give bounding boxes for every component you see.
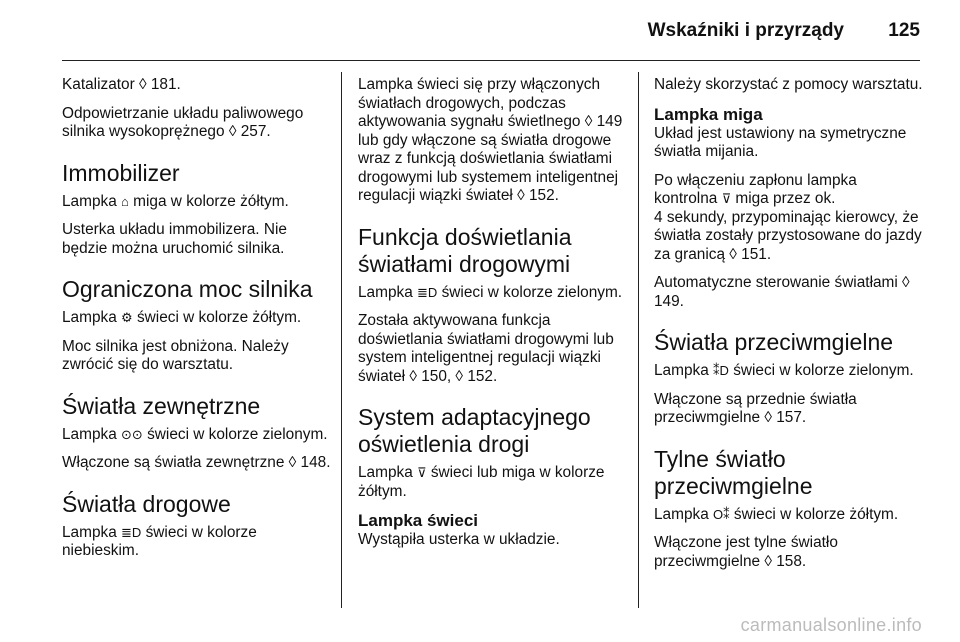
paragraph: Została aktywowana funkcja doświetlania światłami drogowymi lub system inteligentnej regulacji wiązki świateł ◊ 150, ◊ 152. <box>358 312 614 385</box>
column-divider <box>341 72 342 608</box>
immobilizer-icon: ⌂ <box>121 193 129 209</box>
paragraph: Lampka ⌂ miga w kolorze żółtym. <box>62 192 289 210</box>
section-heading: Tylne światło przeciwmgielne <box>654 445 813 499</box>
paragraph: Lampka ≣D świeci w kolorze niebieskim. <box>62 523 257 559</box>
page-title: Wskaźniki i przyrządy <box>647 20 844 41</box>
section-heading: Funkcja doświetlania światłami drogowymi <box>358 223 572 277</box>
header-rule <box>62 60 920 61</box>
page-number: 125 <box>888 20 920 41</box>
paragraph: Układ jest ustawiony na symetryczne światła mijania. <box>654 124 907 160</box>
paragraph: Wystąpiła usterka w układzie. <box>358 531 560 548</box>
section-heading: Światła drogowe <box>62 490 231 517</box>
adaptive-light-icon: ⊽ <box>417 465 427 480</box>
paragraph: Włączone są przednie światła przeciwmgielne ◊ 157. <box>654 390 857 426</box>
paragraph: Lampka O⁑ świeci w kolorze żółtym. <box>654 505 899 523</box>
paragraph: Po włączeniu zapłonu lampka kontrolna ⊽ miga przez ok. <box>654 171 857 207</box>
paragraph: Włączone są światła zewnętrzne ◊ 148. <box>62 454 331 471</box>
high-beam-assist-icon: ≣D <box>417 284 438 300</box>
paragraph: Automatyczne sterowanie światłami ◊ 149. <box>654 274 910 310</box>
paragraph: Usterka układu immobilizera. Nie będzie można uruchomić silnika. <box>62 221 287 257</box>
reduced-power-icon: ⚙ <box>121 310 133 325</box>
column-2 <box>358 76 624 560</box>
paragraph: Lampka ⊙⊙ świeci w kolorze zielonym. <box>62 425 328 443</box>
front-fog-light-icon: ⁑D <box>713 363 729 378</box>
section-heading: System adaptacyjnego oświetlenia drogi <box>358 404 591 457</box>
paragraph: Odpowietrzanie układu paliwowego silnika wysokoprężnego ◊ 257. <box>62 104 304 140</box>
paragraph: Lampka ⁑D świeci w kolorze zielonym. <box>654 362 914 379</box>
page-header <box>62 12 920 52</box>
paragraph: Lampka ⚙ świeci w kolorze żółtym. <box>62 309 302 326</box>
subsection-heading: Lampka miga <box>654 104 763 124</box>
section-heading: Immobilizer <box>62 159 180 186</box>
paragraph: Włączone jest tylne światło przeciwmgielne ◊ 158. <box>654 534 838 570</box>
column-3 <box>654 76 924 581</box>
paragraph: Lampka ⊽ świeci lub miga w kolorze żółtym. <box>358 464 605 500</box>
adaptive-light-icon: ⊽ <box>721 191 732 206</box>
subsection-heading: Lampka świeci <box>358 511 479 530</box>
column-1 <box>62 76 332 571</box>
paragraph: Lampka ≣D świeci w kolorze zielonym. <box>358 283 623 301</box>
section-heading: Światła zewnętrzne <box>62 392 261 419</box>
paragraph: Lampka świeci się przy włączonych światłach drogowych, podczas aktywowania sygnału świetlnego ◊ 149 lub gdy włączone są światła drogowe wraz z funkcją doświetlania światłami drogowymi lub systemem inteligentnej regulacji wiązki świateł ◊ 152. <box>358 76 623 204</box>
exterior-light-icon: ⊙⊙ <box>121 426 143 442</box>
section-heading: Światła przeciwmgielne <box>654 329 894 355</box>
paragraph: Katalizator ◊ 181. <box>62 76 181 93</box>
section-heading: Ograniczona moc silnika <box>62 276 313 302</box>
rear-fog-light-icon: O⁑ <box>713 506 730 522</box>
paragraph: Moc silnika jest obniżona. Należy zwrócić się do warsztatu. <box>62 337 289 373</box>
column-divider <box>638 72 639 608</box>
watermark: carmanualsonline.info <box>740 615 922 635</box>
high-beam-icon: ≣D <box>121 524 142 540</box>
paragraph: Należy skorzystać z pomocy warsztatu. <box>654 76 923 93</box>
paragraph: 4 sekundy, przypominając kierowcy, że światła zostały przystosowane do jazdy za granicą ◊ 151. <box>654 208 922 263</box>
